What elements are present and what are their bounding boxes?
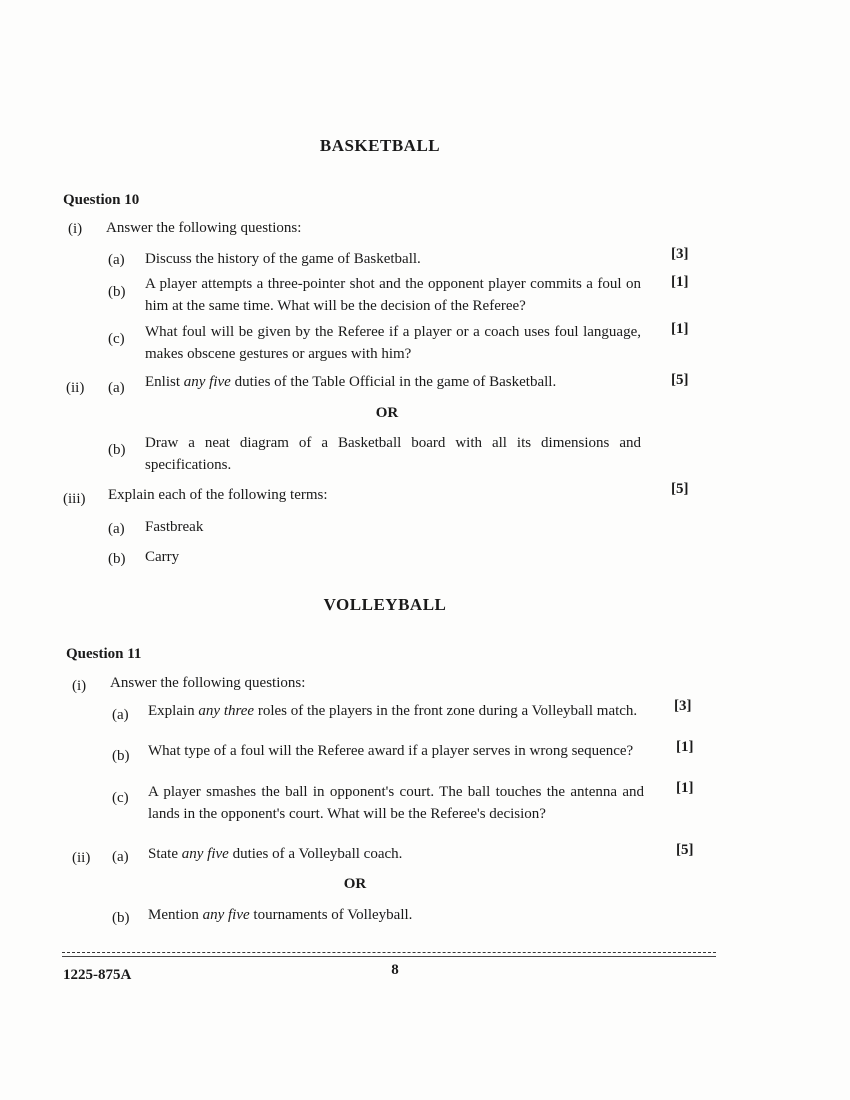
q11-i-intro: Answer the following questions:	[110, 675, 306, 691]
q11-i-a-text: Explain any three roles of the players in the front zone during a Volleyball match.	[148, 703, 638, 719]
q11-ii-a-text: State any five duties of a Volleyball coach.	[148, 846, 403, 862]
q11-ii-a-marks: [5]	[676, 842, 694, 858]
q11-i-number: (i)	[72, 678, 87, 694]
q11-i-b-text: What type of a foul will the Referee award if a player serves in wrong sequence?	[148, 743, 634, 759]
q11-i-a-letter: (a)	[112, 707, 129, 723]
q11-ii-number: (ii)	[72, 850, 91, 866]
section-title-volleyball: VOLLEYBALL	[323, 595, 447, 614]
q10-ii-a-letter: (a)	[108, 380, 125, 396]
q11-i-b-letter: (b)	[112, 748, 130, 764]
q10-i-b-text: A player attempts a three-pointer shot and the opponent player commits a foul on him at the same time. What will be the decision of the Referee?	[145, 276, 641, 314]
q10-i-number: (i)	[68, 221, 83, 237]
q10-i-b-letter: (b)	[108, 284, 126, 300]
q10-iii-b-term: Carry	[145, 549, 180, 565]
q10-ii-b-letter: (b)	[108, 442, 126, 458]
q11-i-b-marks: [1]	[676, 739, 694, 755]
q10-iii-marks: [5]	[671, 481, 689, 497]
q10-iii-a-term: Fastbreak	[145, 519, 204, 535]
q10-ii-number: (ii)	[66, 380, 85, 396]
q11-ii-a-letter: (a)	[112, 849, 129, 865]
q10-ii-a-text: Enlist any five duties of the Table Official in the game of Basketball.	[145, 374, 557, 390]
q10-i-b-marks: [1]	[671, 274, 689, 290]
q10-iii-number: (iii)	[63, 491, 86, 507]
q10-iii-intro: Explain each of the following terms:	[108, 487, 328, 503]
q10-i-intro: Answer the following questions:	[106, 220, 302, 236]
q10-i-c-text: What foul will be given by the Referee if a player or a coach uses foul language, makes obscene gestures or argues with him?	[145, 324, 641, 362]
q11-ii-b-letter: (b)	[112, 910, 130, 926]
q10-i-a-letter: (a)	[108, 252, 125, 268]
page-number: 8	[391, 962, 399, 978]
question-11-label: Question 11	[66, 646, 142, 662]
q10-i-c-letter: (c)	[108, 331, 125, 347]
q11-ii-b-text: Mention any five tournaments of Volleyball.	[148, 907, 413, 923]
q10-i-a-marks: [3]	[671, 246, 689, 262]
footer-rule-dashed	[62, 952, 716, 953]
q10-iii-b-letter: (b)	[108, 551, 126, 567]
q10-i-c-marks: [1]	[671, 321, 689, 337]
q10-ii-or: OR	[375, 405, 399, 421]
footer-rule	[62, 956, 716, 957]
q10-ii-b-text: Draw a neat diagram of a Basketball board with all its dimensions and specifications.	[145, 435, 641, 473]
q10-i-a-text: Discuss the history of the game of Basketball.	[145, 251, 421, 267]
q11-i-c-marks: [1]	[676, 780, 694, 796]
section-title-basketball: BASKETBALL	[319, 136, 441, 155]
q11-i-c-text: A player smashes the ball in opponent's court. The ball touches the antenna and lands in the opponent's court. What will be the Referee's decision?	[148, 784, 644, 822]
q11-i-c-letter: (c)	[112, 790, 129, 806]
q11-i-a-marks: [3]	[674, 698, 692, 714]
q10-ii-a-marks: [5]	[671, 372, 689, 388]
q10-iii-a-letter: (a)	[108, 521, 125, 537]
question-10-label: Question 10	[63, 192, 140, 208]
q11-ii-or: OR	[343, 876, 367, 892]
paper-code: 1225-875A	[63, 967, 132, 983]
